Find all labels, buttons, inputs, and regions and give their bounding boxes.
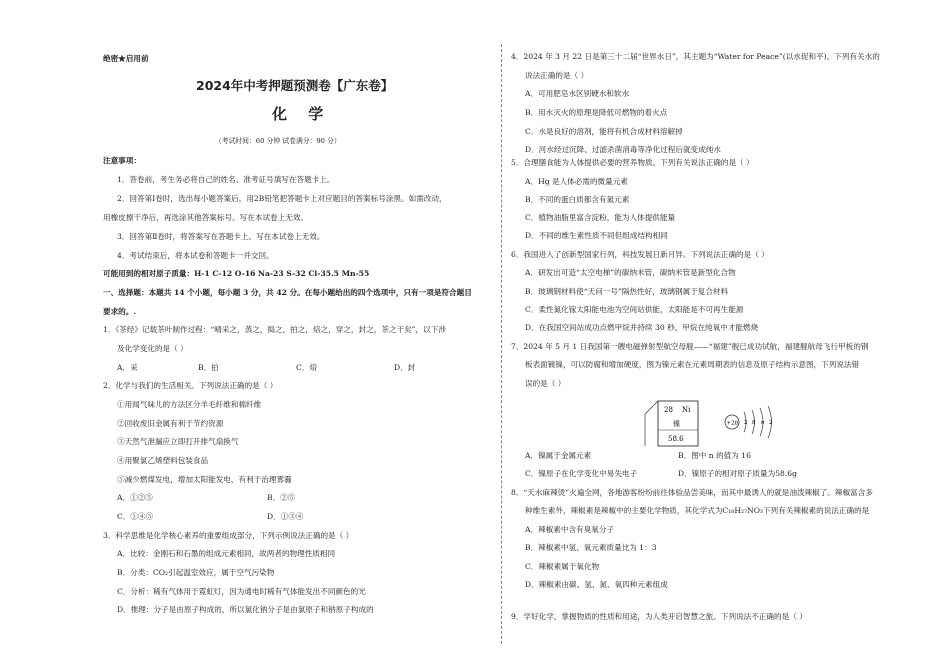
- q5-option-d: D．不同的维生素性质不同但组成结构相同: [525, 231, 668, 240]
- question-8-stem: 8．“天水麻辣烫”火遍全网，各地游客纷纷前往体验品尝美味，而其中最诱人的就是油泼辣椒了。辣椒富含多: [511, 488, 873, 497]
- q4-option-d: D．河水经过沉降、过滤杀菌消毒等净化过程后就变成纯水: [525, 145, 721, 154]
- question-1-stem: 及化学变化的是（ ）: [117, 344, 188, 353]
- q7-option-a: A．镍属于金属元素: [525, 451, 592, 460]
- shell-electrons: 8: [752, 420, 756, 426]
- q8-option-c: C．辣椒素属于氧化物: [525, 562, 600, 571]
- q7-option-d: D．镍原子的相对原子质量为58.6g: [678, 469, 797, 478]
- shell-electrons: n: [761, 420, 765, 426]
- question-3-stem: 3．科学思维是化学核心素养的重要组成部分，下列示例说法正确的是（ ）: [103, 531, 354, 540]
- q6-option-d: D．在我国空间站成功点燃甲烷并持续 30 秒，甲烷在纯氧中才能燃烧: [525, 323, 759, 332]
- question-4-stem: 说法正确的是（ ）: [525, 71, 589, 80]
- q1-option-d: D．封: [394, 363, 416, 372]
- question-4-stem: 4．2024 年 3 月 22 日是第三十二届“世界水日”，其主题为“Water for Peace”(以水促和平)。下列有关水的: [511, 52, 880, 61]
- question-6-stem: 6．我国进入了创新型国家行列，科技发展日新月异。下列说法正确的是（ ）: [511, 250, 769, 259]
- note-item: 2．回答第Ⅰ卷时，选出每小题答案后，用2B铅笔把答题卡上对应题目的答案标号涂黑。如需改动，: [117, 194, 447, 203]
- q1-option-a: A．采: [117, 363, 138, 372]
- q2-item: ②回收废旧金属有利于节约资源: [117, 419, 224, 428]
- question-1-stem: 1．《茶经》记载茶叶制作过程：“晴采之，蒸之，捣之，拍之，焙之，穿之，封之，茶之干矣”，以下涉: [103, 325, 446, 334]
- q2-item: ③天然气泄漏应立即打开排气扇换气: [117, 437, 239, 446]
- q4-option-c: C．水是良好的溶剂，能将有机合成材料溶解掉: [525, 127, 683, 136]
- note-item: 1．答卷前，考生务必将自己的姓名、准考证号填写在答题卡上。: [117, 175, 335, 184]
- column-divider: [501, 44, 502, 644]
- q8-option-a: A．辣椒素中含有臭氧分子: [525, 525, 615, 534]
- q1-option-b: B．拍: [198, 363, 219, 372]
- section-heading: 要求的。.: [103, 307, 137, 316]
- tile-edge: [645, 401, 658, 414]
- q2-item: ⑤减少燃煤发电，增加太阳能发电，有利于治理雾霾: [117, 475, 292, 484]
- q4-option-a: A．可用肥皂水区别硬水和软水: [525, 89, 630, 98]
- atomic-mass: 58.6: [668, 435, 684, 443]
- q7-option-b: B．图中 n 的值为 16: [678, 451, 751, 460]
- question-7-stem: 7．2024 年 5 月 1 日我国第一艘电磁弹射型航空母舰——“福建”舰已成功试航，福建舰航母飞行甲板的钢: [511, 342, 869, 351]
- section-heading: 一、选择题：本题共 14 个小题，每小题 3 分，共 42 分。在每小题给出的四个选项中，只有一项是符合题目: [103, 288, 472, 297]
- nickel-element-diagram: [642, 398, 812, 450]
- q1-option-c: C．焙: [296, 363, 317, 372]
- q3-option-d: D．推理：分子是由原子构成的，所以氯化钠分子是由氯原子和钠原子构成的: [117, 605, 374, 614]
- q2-option-d: D．①③④: [267, 512, 304, 521]
- nucleus-charge: +28: [726, 420, 739, 427]
- question-7-stem: 误的是（ ）: [525, 379, 566, 388]
- q8-option-d: D．辣椒素由碳、氢、氮、氧四种元素组成: [525, 580, 668, 589]
- note-item: 用橡皮擦干净后，再选涂其他答案标号。写在本试卷上无效。: [103, 213, 309, 222]
- notes-heading: 注意事项：: [103, 156, 141, 165]
- q4-option-b: B．用水灭火的原理是降低可燃物的着火点: [525, 108, 668, 117]
- shell-electrons: 2: [769, 420, 773, 426]
- q5-option-a: A．Hg 是人体必需的微量元素: [525, 177, 628, 186]
- q2-item: ①用闻气味儿的方法区分羊毛纤维和棉纤维: [117, 400, 262, 409]
- q8-option-b: B．辣椒素中氢、氧元素质量比为 1：3: [525, 543, 657, 552]
- atomic-number: 28: [664, 406, 673, 414]
- q6-option-c: C．柔性氮化镓太阳能电池为空间站供能，太阳能是不可再生能源: [525, 305, 744, 314]
- q6-option-b: B．玻璃钢材料使“天问一号”隔热性好，玻璃钢属于复合材料: [525, 287, 729, 296]
- element-name: 镍: [673, 420, 680, 428]
- atomic-masses: 可能用到的相对原子质量：H-1 C-12 O-16 Na-23 S-32 Cl-35.5 Mn-55: [103, 269, 370, 278]
- q3-option-a: A．比较：金刚石和石墨的组成元素相同，故两者的物理性质相同: [117, 549, 336, 558]
- exam-title: 2024年中考押题预测卷【广东卷】: [196, 78, 394, 93]
- exam-info: （考试时间：60 分钟 试卷满分：90 分）: [215, 137, 341, 145]
- q2-item: ④用聚氯乙烯塑料包装食品: [117, 456, 209, 465]
- subject-title: 化 学: [272, 105, 332, 123]
- question-9-stem: 9．学好化学，掌握物质的性质和用途，为人类开启智慧之旅。下列说法不正确的是（ ）: [511, 612, 807, 621]
- q3-option-b: B．分类：CO₂引起温室效应，属于空气污染物: [117, 568, 275, 577]
- q5-option-c: C．植物油脂里富含淀粉，能为人体提供能量: [525, 213, 676, 222]
- q3-option-c: C．分析：稀有气体用于霓虹灯，因为通电时稀有气体能发出不同颜色的光: [117, 587, 366, 596]
- note-item: 3．回答第Ⅱ卷时，将答案写在答题卡上。写在本试卷上无效。: [117, 232, 325, 241]
- element-symbol: Ni: [682, 406, 691, 414]
- q2-option-b: B．②⑤: [267, 493, 296, 502]
- q2-option-a: A．①②⑤: [117, 493, 153, 502]
- question-2-stem: 2．化学与我们的生活相关。下列说法正确的是（ ）: [103, 381, 278, 390]
- secret-label: 绝密★启用前: [103, 54, 149, 63]
- q6-option-a: A．研发出可造“太空电梯”的碳纳米管，碳纳米管是新型化合物: [525, 268, 736, 277]
- question-8-stem: 种维生素外，辣椒素是辣椒中的主要化学物质，其化学式为C₁₈H₂₇NO₃下列有关辣椒素的说法正确的是: [525, 506, 870, 515]
- question-5-stem: 5．合理膳食能为人体提供必要的营养物质。下列有关说法正确的是（ ）: [511, 158, 754, 167]
- question-7-stem: 板表面镀镍，可以防腐和增加硬度，图为镍元素在元素周期表的信息及原子结构示意图，下列说法错: [525, 360, 860, 369]
- shell-electrons: 2: [744, 420, 748, 426]
- q7-option-c: C．镍原子在化学变化中易失电子: [525, 469, 638, 478]
- q5-option-b: B．不同的蛋白质都含有氮元素: [525, 195, 630, 204]
- note-item: 4．考试结束后，将本试卷和答题卡一并交回。: [117, 251, 274, 260]
- q2-option-c: C．①④⑤: [117, 512, 154, 521]
